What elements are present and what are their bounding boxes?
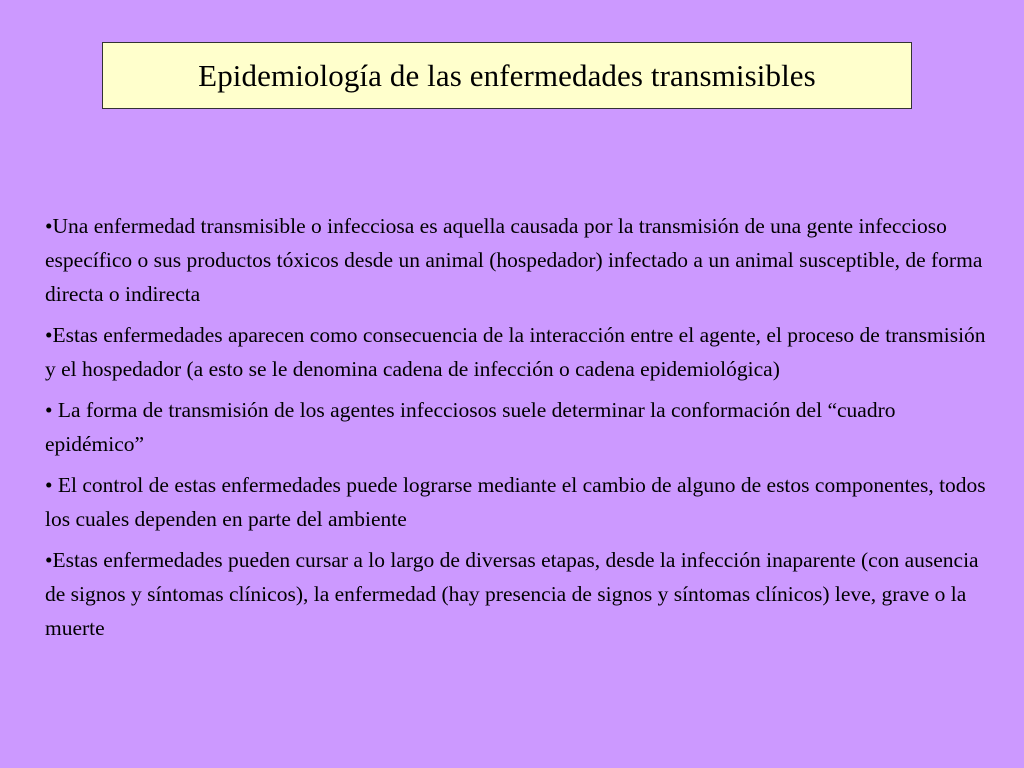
slide-title: Epidemiología de las enfermedades transmisibles xyxy=(198,57,816,93)
bullet-item: • El control de estas enfermedades puede lograrse mediante el cambio de alguno de estos componentes, todos los cuales dependen en parte del ambiente xyxy=(45,473,986,531)
bullet-item: •Estas enfermedades aparecen como consecuencia de la interacción entre el agente, el proceso de transmisión y el hospedador (a esto se le denomina cadena de infección o cadena epidemiológica) xyxy=(45,323,986,381)
bullet-list xyxy=(45,209,995,652)
bullet-item: •Una enfermedad transmisible o infecciosa es aquella causada por la transmisión de una gente infeccioso específico o sus productos tóxicos desde un animal (hospedador) infectado a un animal susceptible, de forma directa o indirecta xyxy=(45,214,983,306)
bullet-item: • La forma de transmisión de los agentes infecciosos suele determinar la conformación del “cuadro epidémico” xyxy=(45,398,896,456)
title-box xyxy=(102,42,912,109)
bullet-item: •Estas enfermedades pueden cursar a lo largo de diversas etapas, desde la infección inaparente (con ausencia de signos y síntomas clínicos), la enfermedad (hay presencia de signos y síntomas clínicos) leve, grave o la muerte xyxy=(45,548,979,640)
